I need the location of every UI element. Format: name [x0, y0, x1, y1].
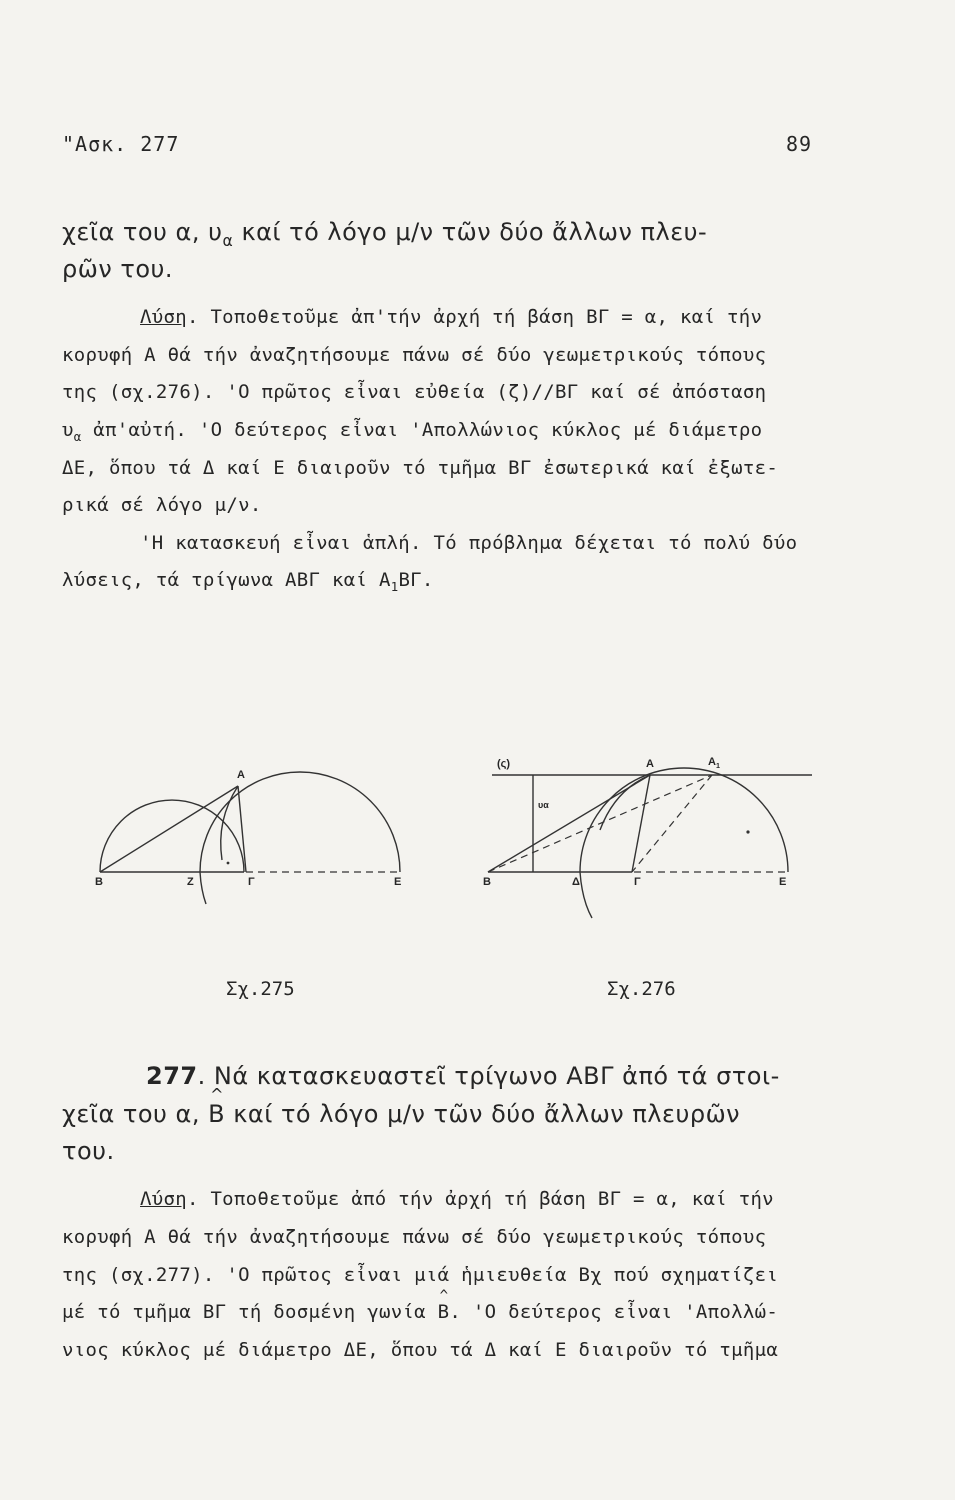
solution1-line-7: 'Η κατασκευή εἶναι ἁπλή. Τό πρόβλημα δέχεται τό πολύ δύο	[140, 532, 798, 554]
solution1-line-4-sub: α	[73, 429, 82, 444]
intro-line-1-text: χεῖα του α, υ	[62, 218, 223, 246]
solution1-line-3: της (σχ.276). 'Ο πρῶτος εἶναι εὐθεία (ζ)//ΒΓ καί σέ ἀπόσταση	[62, 381, 767, 403]
chapter-header: "Ασκ. 277	[62, 132, 180, 156]
problem277-line-3: του.	[62, 1137, 115, 1165]
fig276-side-ag	[632, 775, 650, 872]
fig276-label-a1	[708, 756, 720, 770]
fig276-label-d: Δ	[572, 876, 580, 888]
fig275-label-z: Z	[187, 876, 194, 888]
fig276-label-a: A	[646, 758, 654, 770]
problem277-number: 277	[146, 1062, 198, 1090]
intro-line-1-rest: καί τό λόγο μ/ν τῶν δύο ἄλλων πλευ-	[233, 218, 708, 246]
fig275-label-e: E	[394, 876, 402, 888]
solution2-line-2: κορυφή Α θά τήν ἀναζητήσουμε πάνω σέ δύο γεωμετρικούς τόπους	[62, 1226, 767, 1248]
fig276-label-a1-sub: 1	[715, 762, 720, 771]
problem277-line-2	[62, 1085, 741, 1128]
solution2-angle-b-letter: Β	[437, 1301, 450, 1323]
problem277-angle-b-letter: Β	[208, 1100, 226, 1128]
solution2-line-1	[140, 1188, 774, 1210]
fig276-label-zeta: (ς)	[497, 758, 511, 770]
intro-line-1-sub: α	[222, 231, 234, 250]
solution2-label: Λύση	[140, 1188, 187, 1210]
fig275-caption: Σχ.275	[226, 978, 295, 1000]
fig276-label-b: B	[483, 876, 491, 888]
solution1-line-6: ρικά σέ λόγο μ/ν.	[62, 494, 262, 516]
solution2-line-3: της (σχ.277). 'Ο πρῶτος εἶναι μιά ἡμιευθεία Βχ πού σχηματίζει	[62, 1264, 779, 1286]
solution2-line-1-text: . Τοποθετοῦμε ἀπό τήν ἀρχή τή βάση ΒΓ = α, καί τήν	[186, 1188, 774, 1210]
page-number: 89	[786, 132, 813, 156]
solution1-label: Λύση	[140, 306, 187, 328]
fig276-dashed-a1g	[632, 775, 712, 872]
solution1-line-5: ΔΕ, ὅπου τά Δ καί Ε διαιροῦν τό τμῆμα ΒΓ ἐσωτερικά καί ἐξωτε-	[62, 457, 779, 479]
problem277-angle-b	[208, 1085, 226, 1128]
fig275-label-a: A	[237, 769, 245, 781]
solution2-angle-b	[437, 1288, 450, 1323]
solution1-line-8-b: ΒΓ.	[398, 569, 434, 591]
hat-icon: ^	[210, 1085, 225, 1104]
fig276-apollonius-arc	[580, 768, 788, 872]
fig276-label-g: Γ	[634, 876, 641, 888]
fig276-label-a1-text: A	[708, 756, 716, 768]
solution2-line-5: νιος κύκλος μέ διάμετρο ΔΕ, ὅπου τά Δ καί Ε διαιροῦν τό τμῆμα	[62, 1339, 779, 1361]
problem277-line-2-a: χεῖα του α,	[62, 1100, 209, 1128]
solution1-line-4-sym: υ	[62, 419, 74, 441]
fig276-side-ba	[488, 775, 650, 872]
hat-icon: ^	[439, 1288, 449, 1304]
fig276-label-ua: υα	[538, 800, 549, 810]
intro-line-2: ρῶν του.	[62, 255, 174, 283]
solution1-line-4-text: ἀπ'αὐτή. 'Ο δεύτερος εἶναι 'Απολλώνιος κύκλος μέ διάμετρο	[81, 419, 763, 441]
solution1-line-8-a: λύσεις, τά τρίγωνα ΑΒΓ καί Α	[62, 569, 391, 591]
solution2-line-4-b: . 'Ο δεύτερος εἶναι 'Απολλώ-	[449, 1301, 779, 1323]
fig276-dashed-ba1	[488, 775, 712, 872]
solution1-line-8-sub: 1	[390, 579, 399, 594]
fig276-label-e: E	[779, 876, 787, 888]
solution2-line-4-a: μέ τό τμῆμα ΒΓ τή δοσμένη γωνία	[62, 1301, 438, 1323]
problem277-line-2-b: καί τό λόγο μ/ν τῶν δύο ἄλλων πλευρῶν	[225, 1100, 741, 1128]
fig276-dot	[746, 830, 749, 833]
problem277-line-1	[146, 1062, 780, 1090]
fig275-label-g: Γ	[248, 876, 255, 888]
fig276-arc-tail	[580, 872, 592, 918]
fig276-caption: Σχ.276	[607, 978, 676, 1000]
solution1-line-1-text: . Τοποθετοῦμε ἀπ'τήν ἀρχή τή βάση ΒΓ = α, καί τήν	[186, 306, 763, 328]
problem277-line-1-text: . Νά κατασκευαστεῖ τρίγωνο ΑΒΓ ἀπό τά στοι-	[197, 1062, 780, 1090]
solution1-line-2: κορυφή Α θά τήν ἀναζητήσουμε πάνω σέ δύο γεωμετρικούς τόπους	[62, 344, 767, 366]
solution2-line-4	[62, 1288, 779, 1323]
fig275-label-b: B	[95, 876, 103, 888]
